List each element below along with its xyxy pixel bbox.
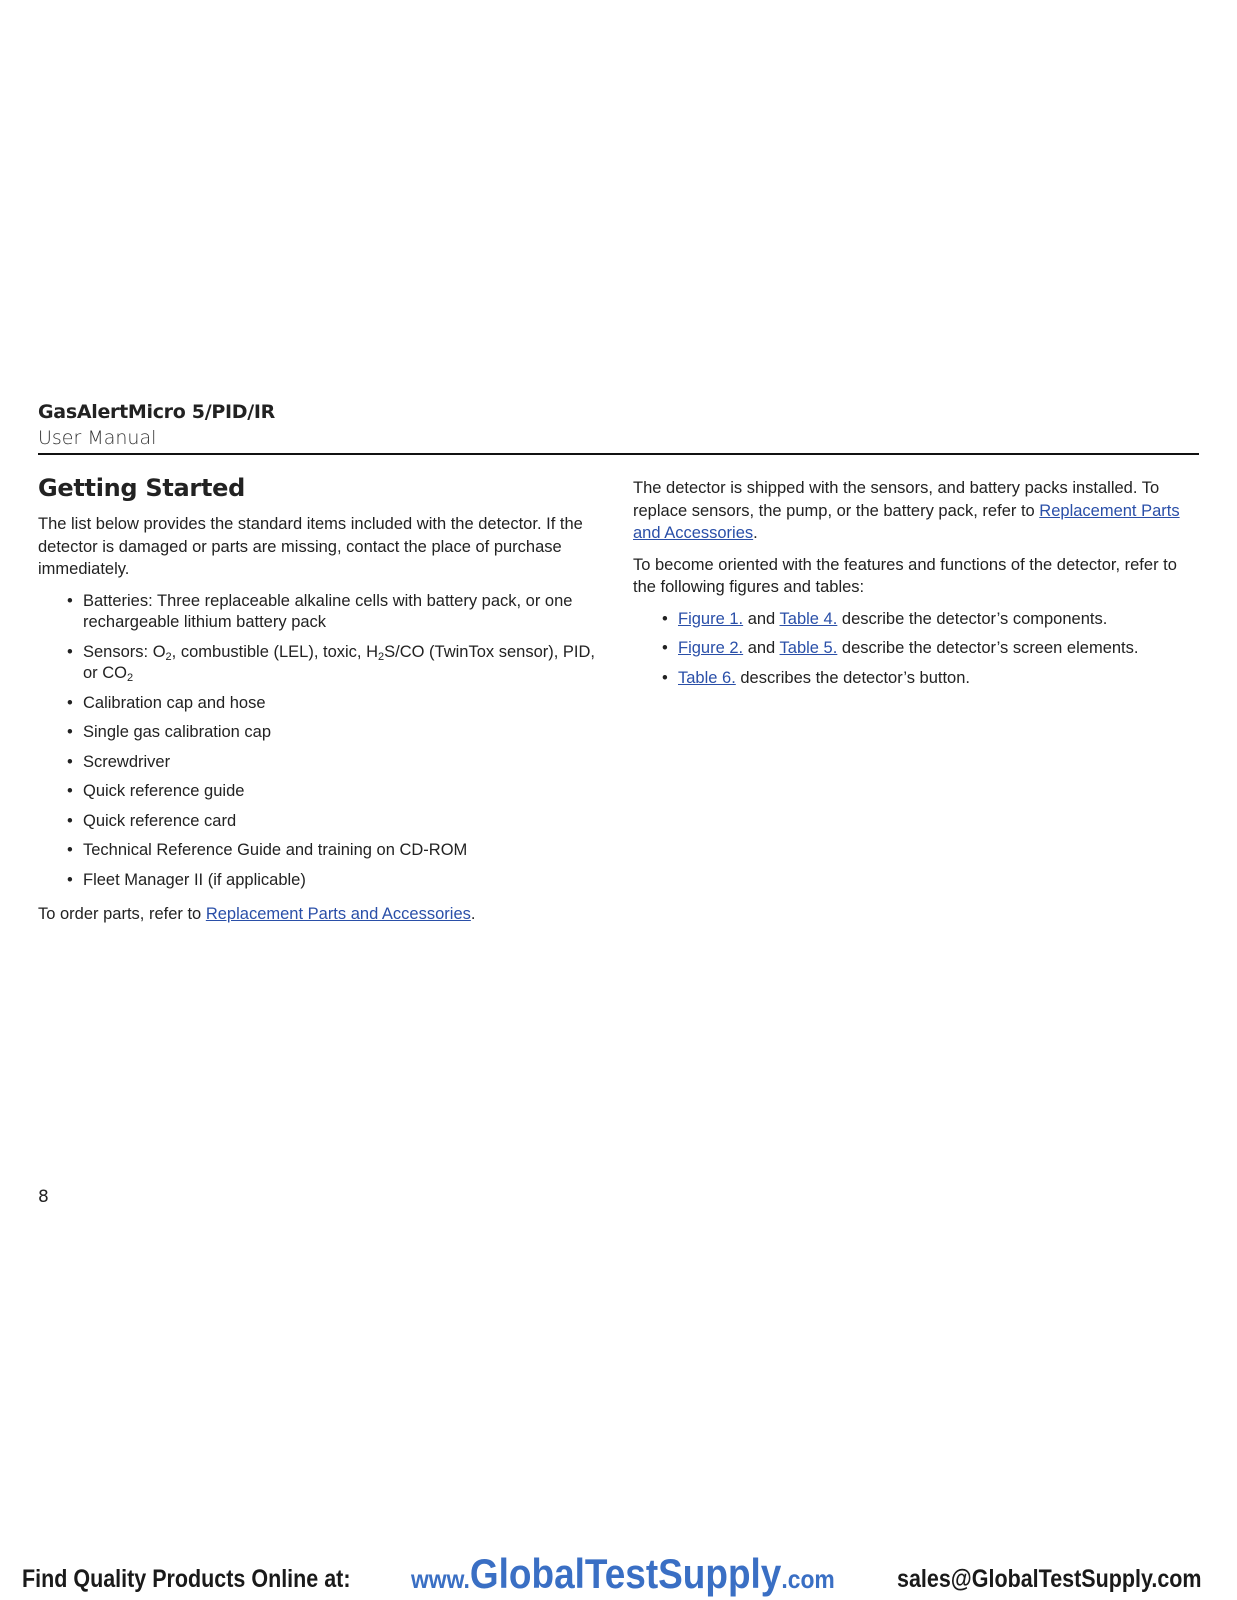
item-single-gas-cap: Single gas calibration cap: [83, 723, 272, 741]
section-heading: Getting Started: [38, 474, 245, 502]
replacement-parts-link[interactable]: Replacement Parts and Accessories: [633, 501, 1180, 542]
table-6-link[interactable]: Table 6.: [678, 668, 736, 687]
list-item: • Table 6. describes the detector’s button.: [633, 668, 1201, 690]
order-parts-paragraph: To order parts, refer to Replacement Parts and Accessories.: [38, 905, 476, 923]
intro-paragraph: The list below provides the standard items included with the detector. If the detector is damaged or parts are missing, contact the place of purchase immediately.: [38, 515, 583, 578]
item-sensors: Sensors: $O_2$, combustible (LEL), toxic, $H_2S/CO$ (TwinTox sensor), PID, or $CO_2$: [83, 642, 596, 684]
shipped-paragraph: The detector is shipped with the sensors, and battery packs installed. To replace sensors, the pump, or the battery pack, refer to Replacement Parts and Accessories.: [633, 479, 1180, 542]
item-calibration-cap: Calibration cap and hose: [83, 693, 266, 712]
footer-website[interactable]: www.GlobalTestSupply.com: [411, 1550, 835, 1597]
footer-tagline: Find Quality Products Online at:: [22, 1565, 351, 1593]
list-item: [38, 811, 608, 833]
table-4-link[interactable]: Table 4.: [779, 609, 838, 628]
bullet: •: [67, 841, 73, 859]
right-column: [633, 477, 1201, 697]
list-item: [38, 693, 608, 715]
item-batteries: Batteries: Three replaceable alkaline cells with battery pack, or one rechargeable lithium battery pack: [83, 591, 573, 631]
bullet: •: [67, 870, 73, 889]
manual-title: GasAlertMicro 5/PID/IR: [38, 401, 275, 423]
item-fleet-manager: Fleet Manager II (if applicable): [83, 870, 306, 889]
list-item: [38, 752, 608, 774]
bullet: •: [67, 591, 73, 610]
bullet: •: [662, 609, 668, 628]
page-number: 8: [38, 1187, 49, 1207]
list-item: [38, 722, 608, 744]
bullet: •: [67, 723, 73, 741]
bullet: •: [67, 642, 73, 661]
figures-tables-list: [633, 609, 1201, 690]
bullet: •: [67, 752, 73, 771]
header-divider: [38, 453, 1199, 455]
list-item: [38, 781, 608, 803]
list-item: • Figure 2. and Table 5. describe the detector’s screen elements.: [633, 638, 1201, 660]
table-5-link[interactable]: Table 5.: [779, 639, 838, 657]
bullet: •: [662, 668, 668, 687]
figure-1-link[interactable]: Figure 1.: [678, 609, 744, 628]
list-item: [38, 870, 608, 892]
orientation-paragraph: To become oriented with the features and functions of the detector, refer to the following figures and tables:: [633, 555, 1177, 596]
item-tech-reference: Technical Reference Guide and training on CD-ROM: [83, 841, 468, 859]
item-screwdriver: Screwdriver: [83, 752, 171, 771]
standard-items-list: [38, 591, 608, 892]
item-quick-guide: Quick reference guide: [83, 782, 245, 800]
list-item: • Figure 1. and Table 4. describe the detector’s components.: [633, 609, 1201, 631]
bullet: •: [67, 811, 73, 830]
list-item: [38, 591, 608, 634]
list-item: [38, 642, 608, 685]
bullet: •: [662, 639, 668, 657]
bullet: •: [67, 782, 73, 800]
bullet: •: [67, 693, 73, 712]
list-item: [38, 840, 608, 862]
footer-email[interactable]: sales@GlobalTestSupply.com: [897, 1565, 1202, 1593]
replacement-parts-link[interactable]: Replacement Parts and Accessories: [205, 905, 471, 923]
left-column: [38, 474, 608, 926]
item-quick-card: Quick reference card: [83, 811, 237, 830]
manual-subtitle: User Manual: [38, 427, 157, 449]
figure-2-link[interactable]: Figure 2.: [678, 639, 744, 657]
